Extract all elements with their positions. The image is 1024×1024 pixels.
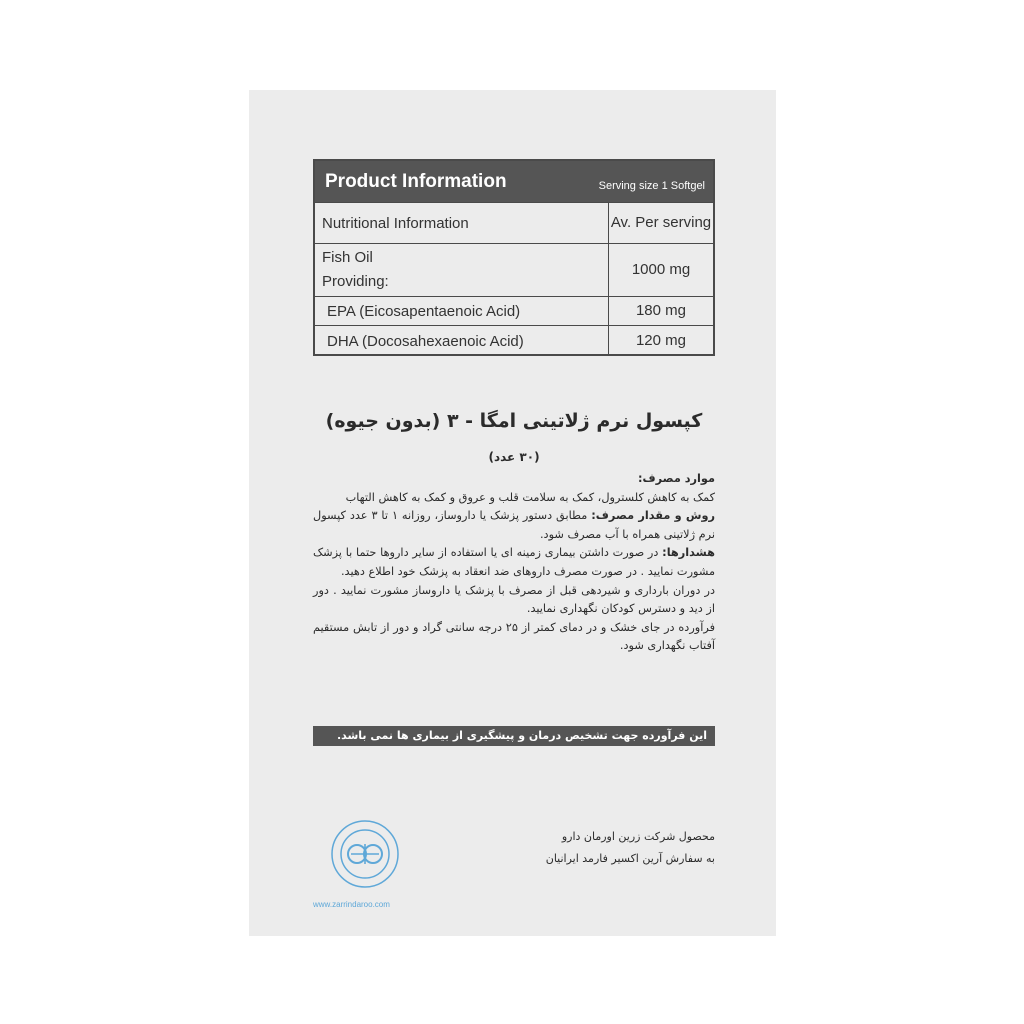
table-row [315,325,713,356]
warnings-label: هشدارها: [662,546,715,560]
row-value: 120 mg [635,332,687,349]
dosage-paragraph [313,507,715,544]
row-name-dha: DHA (Docosahexaenoic Acid) [315,326,609,356]
row-name-epa: EPA (Eicosapentaenoic Acid) [315,297,609,325]
storage-text: فرآورده در جای خشک و در دمای کمتر از ۲۵ درجه سانتی گراد و دور از تابش مستقیم آفتاب نگهداری شود. [313,620,715,653]
row-name-line1: Fish Oil [322,249,373,266]
dosage-label: روش و مقدار مصرف: [591,509,715,523]
product-count: (۳۰ عدد) [488,450,540,464]
column-header-per-serving: Av. Per serving [610,214,712,231]
uses-text: کمک به کاهش کلسترول، کمک به سلامت قلب و عروق و کمک به کاهش التهاب [345,490,715,504]
product-title-persian: کپسول نرم ژلاتینی امگا - ۳ (بدون جیوه) [325,410,703,432]
table-row [315,243,713,296]
row-value: 1000 mg [631,261,691,278]
table-header-bar [315,161,713,202]
table-title: Product Information [325,170,507,192]
column-header-nutritional: Nutritional Information [315,203,609,243]
table-row [315,202,713,243]
row-name-line2: Providing: [322,273,389,290]
row-value: 180 mg [635,302,687,319]
dosage-text: مطابق دستور پزشک یا داروساز، روزانه ۱ تا ۳ عدد کپسول نرم ژلاتینی همراه با آب مصرف شود. [313,509,715,541]
company-url: www.zarrindaroo.com [313,900,390,909]
disclaimer-bar: این فرآورده جهت تشخیص درمان و پیشگیری از بیماری ها نمی باشد. [313,726,715,746]
product-leaflet [249,90,776,936]
usage-instructions [313,470,715,656]
row-name-fish-oil [315,244,609,296]
warnings-text: در صورت داشتن بیماری زمینه ای یا استفاده از سایر داروها حتما با پزشک مشورت نمایید . در صورت مصرف داروهای ضد انعقاد به پزشک خود اطلاع دهید. [313,546,715,578]
pregnancy-text: در دوران بارداری و شیردهی قبل از مصرف با پزشک یا داروساز مشورت نمایید . دور از دید و دسترس کودکان نگهداری نمایید. [313,583,715,616]
maker-line-1: محصول شرکت زرین اورمان دارو [561,830,715,843]
product-information-table [313,159,715,356]
uses-label: موارد مصرف: [638,472,715,485]
table-row [315,296,713,325]
manufacturer-info [546,826,715,870]
uses-label-line [313,470,715,489]
maker-line-2: به سفارش آرین اکسیر فارمد ایرانیان [545,852,715,865]
serving-size: Serving size 1 Softgel [598,179,705,192]
company-seal-icon [329,818,401,890]
warnings-paragraph [313,544,715,581]
